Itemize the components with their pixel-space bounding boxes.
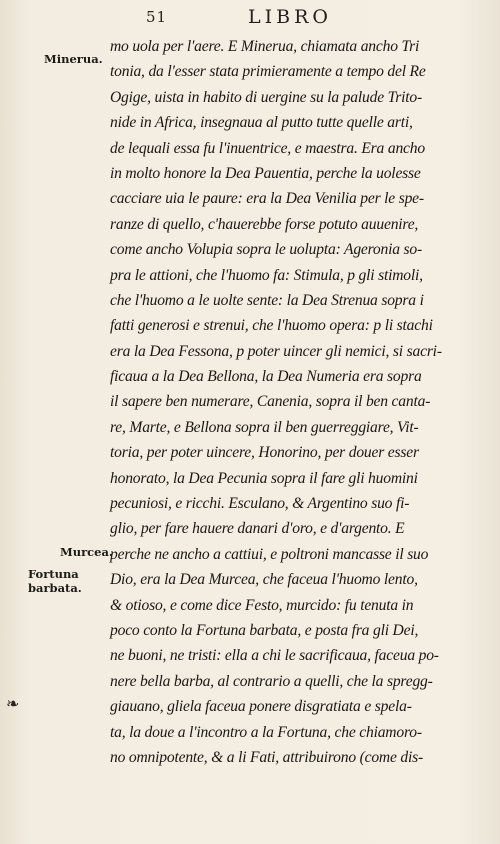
text-line: honorato, la Dea Pecunia sopra il fare gli huomini — [110, 469, 418, 487]
margin-note-minerua: Minerua. — [44, 52, 103, 66]
text-line: giauano, gliela faceua ponere disgratiata e spela- — [110, 698, 412, 716]
text-line: in molto honore la Dea Pauentia, perche la uolesse — [110, 164, 421, 182]
page-header — [0, 4, 500, 30]
text-line: tonia, da l'esser stata primieramente a tempo del Re — [110, 63, 426, 81]
margin-note-murcea: Murcea. — [60, 545, 113, 559]
text-line: pra le attioni, che l'huomo fa: Stimula, p gli stimoli, — [110, 266, 423, 284]
text-line: ficaua a la Dea Bellona, la Dea Numeria era sopra — [110, 368, 422, 386]
text-line: ranze di quello, c'hauerebbe forse potuto auuenire, — [110, 215, 419, 233]
text-line: nere bella barba, al contrario a quelli, che la spregg- — [110, 672, 433, 690]
running-title: LIBRO — [248, 6, 332, 28]
body-text — [110, 34, 488, 770]
text-line: ta, la doue a l'incontro a la Fortuna, che chiamoro- — [110, 723, 422, 741]
text-line: fatti generosi e strenui, che l'huomo opera: p li stachi — [110, 317, 433, 335]
text-line: ne buoni, ne tristi: ella a chi le sacrificaua, faceua po- — [110, 647, 439, 665]
text-line: toria, per poter uincere, Honorino, per douer esser — [110, 444, 419, 462]
text-line: che l'huomo a le uolte sente: la Dea Strenua sopra i — [110, 291, 424, 309]
text-line: Dio, era la Dea Murcea, che faceua l'huomo lento, — [110, 571, 418, 589]
margin-note-fortuna-barbata: Fortuna barbata. — [28, 567, 82, 595]
text-line: pecuniosi, e ricchi. Esculano, & Argentino suo fi- — [110, 495, 410, 513]
text-line: mo uola per l'aere. E Minerua, chiamata ancho Tri — [110, 38, 420, 55]
text-line: cacciare uia le paure: era la Dea Venilia per le spe- — [110, 190, 424, 208]
text-line: Ogige, uista in habito di uergine su la palude Trito- — [110, 88, 422, 106]
text-line: re, Marte, e Bellona sopra il ben guerreggiare, Vit- — [110, 418, 419, 436]
margin-ink-mark-icon: ❧ — [6, 694, 20, 713]
text-line: era la Dea Fessona, p poter uincer gli nemici, si sacri- — [110, 342, 442, 360]
text-line: come ancho Volupia sopra le uolupta: Ageronia so- — [110, 241, 423, 259]
text-line: nide in Africa, insegnaua al putto tutte quelle arti, — [110, 114, 413, 132]
text-line: il sapere ben numerare, Canenia, sopra il ben canta- — [110, 393, 431, 411]
text-line: no omnipotente, & a li Fati, attribuirono (come dis- — [110, 748, 423, 766]
text-line: poco conto la Fortuna barbata, e posta fra gli Dei, — [110, 621, 419, 639]
text-line: perche ne ancho a cattiui, e poltroni mancasse il suo — [110, 545, 429, 563]
text-line: & otioso, e come dice Festo, murcido: fu tenuta in — [110, 596, 414, 614]
text-line: glio, per fare hauere danari d'oro, e d'argento. E — [110, 520, 405, 538]
page-number: 51 — [146, 8, 168, 26]
text-line: de lequali essa fu l'inuentrice, e maestra. Era ancho — [110, 139, 425, 157]
